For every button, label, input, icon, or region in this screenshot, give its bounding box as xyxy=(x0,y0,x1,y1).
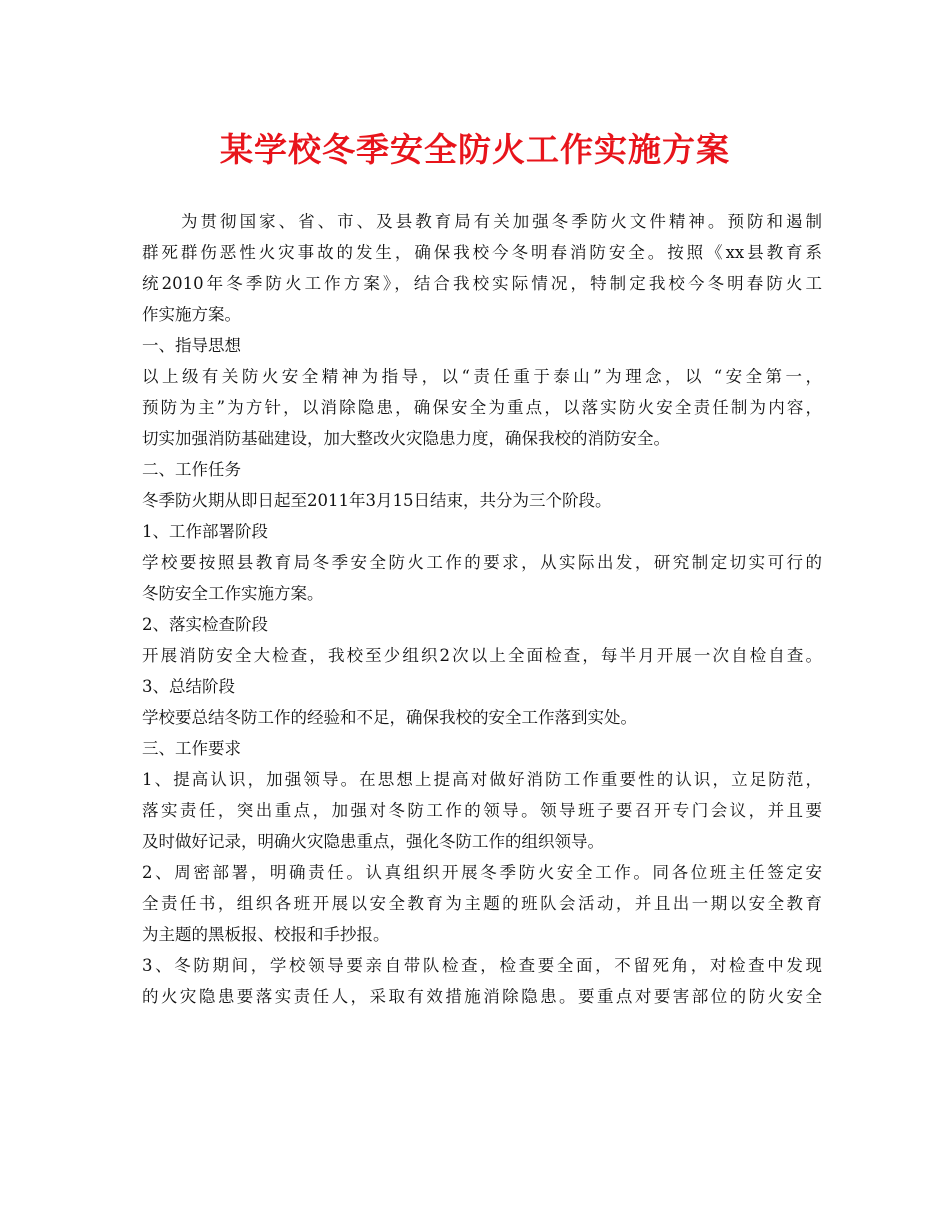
document-body xyxy=(142,206,822,1012)
text-line: 2、落实检查阶段 xyxy=(142,615,268,634)
text-line: 2、周密部署，明确责任。认真组织开展冬季防火安全工作。同各位班主任签定安 xyxy=(142,863,822,882)
text-line: 3、冬防期间，学校领导要亲自带队检查，检查要全面，不留死角，对检查中发现 xyxy=(142,956,822,975)
text-line: 三、工作要求 xyxy=(142,739,241,758)
text-line: 学校要按照县教育局冬季安全防火工作的要求，从实际出发，研究制定切实可行的 xyxy=(142,553,822,572)
text-line: 冬防安全工作实施方案。 xyxy=(142,584,324,603)
text-line: 群死群伤恶性火灾事故的发生，确保我校今冬明春消防安全。按照《xx县教育系 xyxy=(142,243,822,262)
text-line: 切实加强消防基础建设，加大整改火灾隐患力度，确保我校的消防安全。 xyxy=(142,429,670,448)
text-line: 为贯彻国家、省、市、及县教育局有关加强冬季防火文件精神。预防和遏制 xyxy=(142,212,822,231)
text-line: 二、工作任务 xyxy=(142,460,241,479)
text-line: 冬季防火期从即日起至2011年3月15日结束，共分为三个阶段。 xyxy=(142,491,612,510)
text-line: 开展消防安全大检查，我校至少组织2次以上全面检查，每半月开展一次自检自查。 xyxy=(142,646,822,665)
text-line: 作实施方案。 xyxy=(142,305,241,324)
text-line: 的火灾隐患要落实责任人，采取有效措施消除隐患。要重点对要害部位的防火安全 xyxy=(142,987,822,1006)
text-line: 以上级有关防火安全精神为指导，以“责任重于泰山”为理念，以 “安全第一， xyxy=(142,367,822,386)
text-line: 学校要总结冬防工作的经验和不足，确保我校的安全工作落到实处。 xyxy=(142,708,637,727)
text-line: 预防为主”为方针，以消除隐患，确保安全为重点，以落实防火安全责任制为内容， xyxy=(142,398,822,417)
text-line: 统2010年冬季防火工作方案》，结合我校实际情况，特制定我校今冬明春防火工 xyxy=(142,274,822,293)
text-line: 落实责任，突出重点，加强对冬防工作的领导。领导班子要召开专门会议，并且要 xyxy=(142,801,822,820)
text-line: 为主题的黑板报、校报和手抄报。 xyxy=(142,925,390,944)
text-line: 及时做好记录，明确火灾隐患重点，强化冬防工作的组织领导。 xyxy=(142,832,604,851)
text-line: 3、总结阶段 xyxy=(142,677,235,696)
text-line: 1、工作部署阶段 xyxy=(142,522,268,541)
text-line: 全责任书，组织各班开展以安全教育为主题的班队会活动，并且出一期以安全教育 xyxy=(142,894,822,913)
text-line: 1、提高认识，加强领导。在思想上提高对做好消防工作重要性的认识，立足防范， xyxy=(142,770,822,789)
text-line: 一、指导思想 xyxy=(142,336,241,355)
document-title: 某学校冬季安全防火工作实施方案 xyxy=(220,130,730,169)
